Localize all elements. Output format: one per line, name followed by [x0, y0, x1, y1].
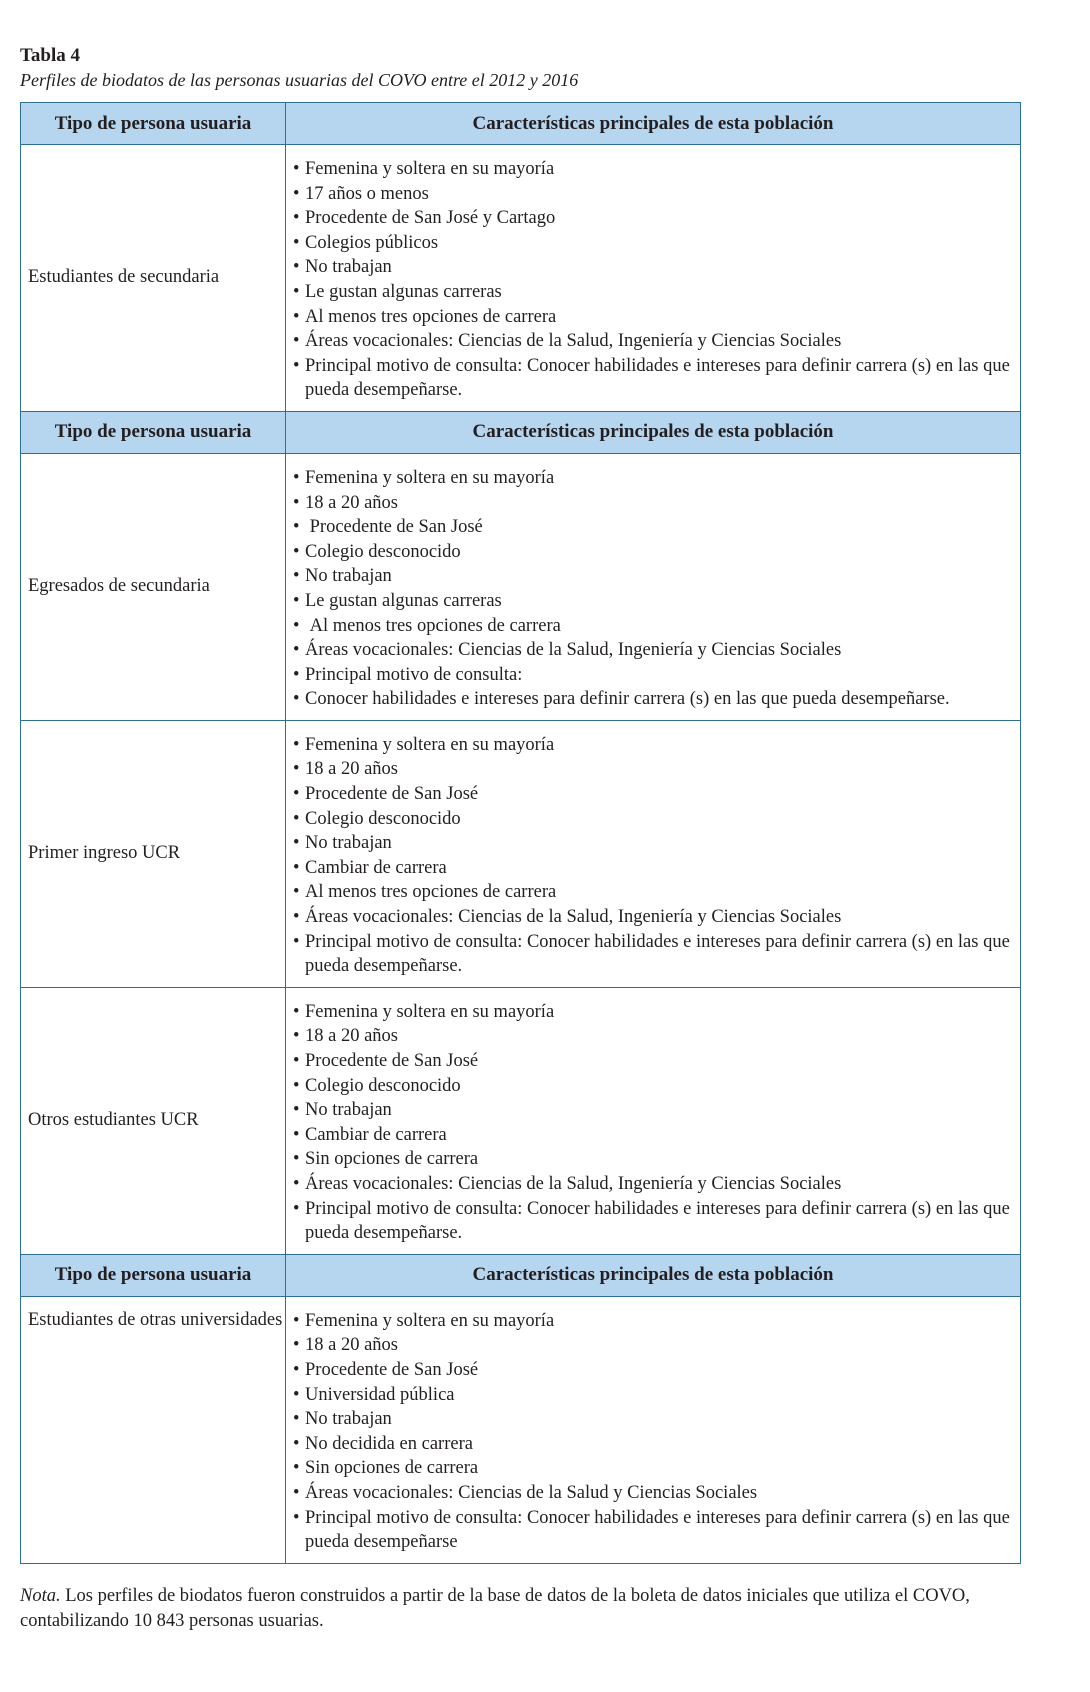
- bullet-icon: •: [293, 1335, 300, 1356]
- list-item: [293, 305, 1010, 330]
- user-type-cell: Egresados de secundaria: [21, 453, 286, 720]
- header-characteristics: Características principales de esta población: [286, 1254, 1021, 1296]
- list-item: [293, 807, 1010, 832]
- characteristics-cell: [286, 145, 1021, 412]
- bullet-icon: •: [293, 664, 300, 685]
- bullet-icon: •: [293, 183, 300, 204]
- table-row: [21, 145, 1021, 412]
- note-text: Los perfiles de biodatos fueron construidos a partir de la base de datos de la boleta de datos iniciales que utiliza el COVO, contabilizando 10 843 personas usuarias.: [20, 1585, 970, 1631]
- list-item-text: Conocer habilidades e intereses para definir carrera (s) en las que pueda desempeñarse.: [305, 689, 950, 710]
- bullet-icon: •: [293, 1433, 300, 1454]
- characteristics-list: [293, 1000, 1015, 1246]
- bullet-icon: •: [293, 232, 300, 253]
- list-item-text: Femenina y soltera en su mayoría: [305, 1001, 555, 1022]
- bullet-icon: •: [293, 1409, 300, 1430]
- list-item: [293, 930, 1015, 979]
- list-item-text: Colegio desconocido: [305, 1075, 461, 1096]
- list-item: [293, 1506, 1015, 1555]
- bullet-icon: •: [293, 566, 300, 587]
- list-item: [293, 856, 1010, 881]
- list-item-text: No decidida en carrera: [305, 1433, 473, 1454]
- list-item-text: Áreas vocacionales: Ciencias de la Salud, Ingeniería y Ciencias Sociales: [305, 1173, 842, 1194]
- list-item: [293, 614, 1010, 639]
- list-item-text: No trabajan: [305, 1100, 392, 1121]
- list-item-text: Áreas vocacionales: Ciencias de la Salud, Ingeniería y Ciencias Sociales: [305, 640, 842, 661]
- note-label: Nota.: [20, 1585, 61, 1606]
- list-item: [293, 515, 1010, 540]
- list-item: [293, 280, 1010, 305]
- bullet-icon: •: [293, 615, 300, 636]
- list-item-text: Sin opciones de carrera: [305, 1458, 479, 1479]
- profiles-table: [20, 102, 1021, 1564]
- bullet-icon: •: [293, 1482, 300, 1503]
- bullet-icon: •: [293, 517, 300, 538]
- list-item: [293, 466, 1010, 491]
- list-item-text: Principal motivo de consulta: Conocer habilidades e intereses para definir carrera (s) en las que pueda desempeñarse.: [305, 355, 1015, 401]
- characteristics-cell: [286, 453, 1021, 720]
- bullet-icon: •: [293, 208, 300, 229]
- list-item-text: Al menos tres opciones de carrera: [305, 615, 561, 636]
- list-item: [293, 1481, 1010, 1506]
- list-item: [293, 1074, 1010, 1099]
- list-item: [293, 1172, 1010, 1197]
- bullet-icon: •: [293, 1075, 300, 1096]
- list-item-text: 18 a 20 años: [305, 492, 398, 513]
- bullet-icon: •: [293, 467, 300, 488]
- list-item: [293, 638, 1010, 663]
- list-item-text: Colegios públicos: [305, 232, 439, 253]
- list-item: [293, 1309, 1010, 1334]
- bullet-icon: •: [293, 734, 300, 755]
- list-item-text: Áreas vocacionales: Ciencias de la Salud, Ingeniería y Ciencias Sociales: [305, 331, 842, 352]
- list-item: [293, 1333, 1010, 1358]
- bullet-icon: •: [293, 784, 300, 805]
- list-item: [293, 687, 1010, 712]
- list-item: [293, 1358, 1010, 1383]
- list-item-text: Al menos tres opciones de carrera: [305, 306, 557, 327]
- header-type: Tipo de persona usuaria: [21, 411, 286, 453]
- table-row: [21, 987, 1021, 1254]
- list-item-text: Procedente de San José: [305, 784, 479, 805]
- list-item-text: Al menos tres opciones de carrera: [305, 882, 557, 903]
- bullet-icon: •: [293, 1173, 300, 1194]
- list-item-text: No trabajan: [305, 1409, 392, 1430]
- list-item: [293, 733, 1010, 758]
- characteristics-list: [293, 466, 1010, 712]
- list-item-text: Cambiar de carrera: [305, 857, 447, 878]
- list-item: [293, 782, 1010, 807]
- list-item-text: Femenina y soltera en su mayoría: [305, 1310, 555, 1331]
- table-header-row: [21, 411, 1021, 453]
- list-item: [293, 491, 1010, 516]
- bullet-icon: •: [293, 355, 300, 376]
- bullet-icon: •: [293, 689, 300, 710]
- list-item: [293, 329, 1010, 354]
- list-item-text: No trabajan: [305, 257, 392, 278]
- bullet-icon: •: [293, 257, 300, 278]
- list-item-text: Femenina y soltera en su mayoría: [305, 734, 555, 755]
- list-item: [293, 1000, 1010, 1025]
- list-item: [293, 1147, 1010, 1172]
- list-item: [293, 1049, 1010, 1074]
- bullet-icon: •: [293, 1149, 300, 1170]
- list-item: [293, 757, 1010, 782]
- list-item: [293, 540, 1010, 565]
- list-item-text: Femenina y soltera en su mayoría: [305, 467, 555, 488]
- list-item-text: No trabajan: [305, 566, 392, 587]
- bullet-icon: •: [293, 590, 300, 611]
- characteristics-cell: [286, 1296, 1021, 1563]
- list-item: [293, 589, 1010, 614]
- bullet-icon: •: [293, 281, 300, 302]
- characteristics-cell: [286, 720, 1021, 987]
- bullet-icon: •: [293, 808, 300, 829]
- list-item: [293, 255, 1010, 280]
- list-item: [293, 1432, 1010, 1457]
- list-item-text: 18 a 20 años: [305, 759, 398, 780]
- list-item-text: Le gustan algunas carreras: [305, 590, 502, 611]
- header-type: Tipo de persona usuaria: [21, 103, 286, 145]
- list-item-text: Procedente de San José: [305, 1051, 479, 1071]
- list-item: [293, 354, 1015, 403]
- list-item: [293, 1197, 1015, 1246]
- list-item-text: Principal motivo de consulta: Conocer habilidades e intereses para definir carrera (s) en las que pueda desempeñarse.: [305, 1198, 1015, 1244]
- table-label: Tabla 4: [20, 45, 81, 66]
- bullet-icon: •: [293, 759, 300, 780]
- list-item-text: Colegio desconocido: [305, 808, 461, 829]
- list-item-text: Principal motivo de consulta:: [305, 664, 523, 685]
- list-item: [293, 1383, 1010, 1408]
- bullet-icon: •: [293, 857, 300, 878]
- header-characteristics: Características principales de esta población: [286, 411, 1021, 453]
- table-header-row: [21, 103, 1021, 145]
- bullet-icon: •: [293, 833, 300, 854]
- list-item: [293, 564, 1010, 589]
- list-item-text: Femenina y soltera en su mayoría: [305, 159, 555, 179]
- user-type-cell: Estudiantes de otras universidades: [21, 1296, 286, 1563]
- list-item: [293, 1123, 1010, 1148]
- list-item-text: Áreas vocacionales: Ciencias de la Salud y Ciencias Sociales: [305, 1482, 758, 1503]
- bullet-icon: •: [293, 1458, 300, 1479]
- characteristics-cell: [286, 987, 1021, 1254]
- characteristics-list: [293, 157, 1015, 403]
- user-type-cell: Otros estudiantes UCR: [21, 987, 286, 1254]
- bullet-icon: •: [293, 1384, 300, 1405]
- list-item-text: Procedente de San José: [305, 517, 483, 538]
- bullet-icon: •: [293, 306, 300, 327]
- list-item: [293, 880, 1010, 905]
- bullet-icon: •: [293, 331, 300, 352]
- list-item: [293, 206, 1010, 231]
- characteristics-list: [293, 1309, 1015, 1555]
- list-item: [293, 1456, 1010, 1481]
- bullet-icon: •: [293, 1100, 300, 1121]
- list-item: [293, 182, 1010, 207]
- bullet-icon: •: [293, 1359, 300, 1380]
- list-item-text: Procedente de San José y Cartago: [305, 208, 556, 229]
- list-item-text: Le gustan algunas carreras: [305, 281, 502, 302]
- list-item-text: No trabajan: [305, 833, 392, 854]
- list-item: [293, 1098, 1010, 1123]
- table-row: [21, 1296, 1021, 1563]
- user-type-cell: Primer ingreso UCR: [21, 720, 286, 987]
- bullet-icon: •: [293, 1051, 300, 1071]
- list-item: [293, 157, 1010, 182]
- list-item-text: Procedente de San José: [305, 1359, 479, 1380]
- list-item-text: Universidad pública: [305, 1384, 455, 1405]
- bullet-icon: •: [293, 1198, 300, 1219]
- bullet-icon: •: [293, 492, 300, 513]
- list-item: [293, 905, 1010, 930]
- list-item-text: Colegio desconocido: [305, 541, 461, 562]
- bullet-icon: •: [293, 882, 300, 903]
- document-page: [20, 44, 1020, 1634]
- bullet-icon: •: [293, 541, 300, 562]
- header-type: Tipo de persona usuaria: [21, 1254, 286, 1296]
- table-row: [21, 720, 1021, 987]
- bullet-icon: •: [293, 1310, 300, 1331]
- list-item: [293, 663, 1010, 688]
- list-item-text: 18 a 20 años: [305, 1026, 398, 1047]
- list-item: [293, 1407, 1010, 1432]
- list-item: [293, 831, 1010, 856]
- bullet-icon: •: [293, 640, 300, 661]
- table-caption: Perfiles de biodatos de las personas usuarias del COVO entre el 2012 y 2016: [20, 70, 579, 90]
- bullet-icon: •: [293, 1001, 300, 1022]
- list-item-text: Principal motivo de consulta: Conocer habilidades e intereses para definir carrera (s) en las que pueda desempeñarse: [305, 1507, 1015, 1553]
- list-item: [293, 1024, 1010, 1049]
- bullet-icon: •: [293, 931, 300, 952]
- header-characteristics: Características principales de esta población: [286, 103, 1021, 145]
- table-row: [21, 453, 1021, 720]
- list-item-text: Áreas vocacionales: Ciencias de la Salud, Ingeniería y Ciencias Sociales: [305, 907, 842, 928]
- list-item-text: Sin opciones de carrera: [305, 1149, 479, 1170]
- characteristics-list: [293, 733, 1015, 979]
- user-type-cell: Estudiantes de secundaria: [21, 145, 286, 412]
- table-header-row: [21, 1254, 1021, 1296]
- list-item-text: 18 a 20 años: [305, 1335, 398, 1356]
- bullet-icon: •: [293, 907, 300, 928]
- bullet-icon: •: [293, 1124, 300, 1145]
- table-note: [20, 1584, 1030, 1634]
- list-item-text: Principal motivo de consulta: Conocer habilidades e intereses para definir carrera (s) en las que pueda desempeñarse.: [305, 931, 1015, 977]
- bullet-icon: •: [293, 159, 300, 179]
- list-item: [293, 231, 1010, 256]
- bullet-icon: •: [293, 1026, 300, 1047]
- list-item-text: Cambiar de carrera: [305, 1124, 447, 1145]
- list-item-text: 17 años o menos: [305, 183, 429, 204]
- bullet-icon: •: [293, 1507, 300, 1528]
